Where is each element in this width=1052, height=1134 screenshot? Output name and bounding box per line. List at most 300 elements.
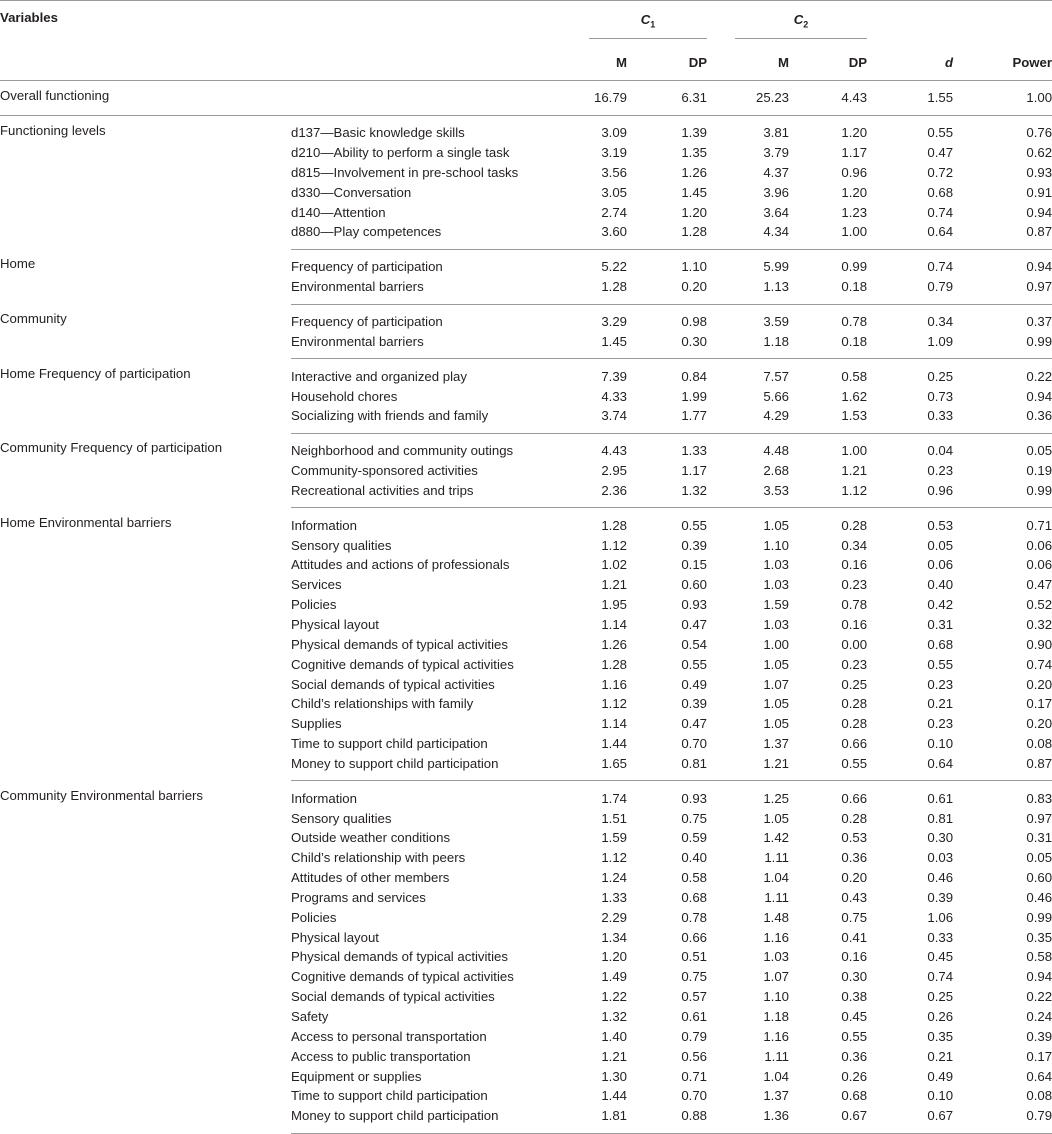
cell-dp1: 0.15: [681, 557, 708, 573]
cell-m1: 2.95: [601, 463, 627, 479]
cell-power: 0.91: [1026, 184, 1052, 200]
cell-dp1: 0.78: [681, 909, 708, 925]
cell-dp1: 0.39: [681, 537, 708, 553]
cell-power: 0.47: [1026, 577, 1052, 593]
cell-m2: 1.11: [764, 889, 790, 905]
cell-m1: 1.65: [581, 753, 627, 780]
row-item-label: Recreational activities and trips: [291, 481, 581, 508]
cell-m1: 1.28: [601, 656, 627, 672]
cell-m1: 1.28: [581, 277, 627, 304]
cell-d: 0.73: [927, 388, 954, 404]
header-c2-sub: 2: [803, 19, 809, 30]
cell-m1: 3.19: [601, 145, 627, 161]
cell-d: 0.33: [867, 406, 953, 433]
cell-dp2: 0.25: [841, 676, 868, 692]
cell-power: 0.83: [1026, 790, 1052, 806]
cell-m2: 1.25: [763, 790, 790, 806]
cell-d: 0.23: [927, 463, 954, 479]
cell-dp2: 0.23: [841, 656, 868, 672]
cell-d: 0.31: [927, 616, 954, 632]
cell-dp1: 0.58: [681, 870, 708, 886]
cell-m1: 1.12: [601, 696, 627, 712]
cell-m1: 1.28: [601, 517, 627, 533]
header-power: Power: [953, 44, 1052, 81]
cell-d: 0.61: [927, 790, 954, 806]
cell-d: 0.53: [927, 517, 954, 533]
row-item-label: d880—Play competences: [291, 222, 581, 249]
header-c1-group: [581, 1, 707, 45]
row-item-label: Time to support child participation: [291, 736, 488, 752]
cell-m1: 1.44: [601, 736, 627, 752]
cell-power: 0.06: [1026, 557, 1052, 573]
cell-power: 0.24: [1026, 1009, 1052, 1025]
row-item-label: d815—Involvement in pre-school tasks: [291, 164, 519, 180]
cell-power: 0.36: [953, 406, 1052, 433]
cell-dp1: 0.55: [681, 656, 708, 672]
cell-d: 0.39: [927, 889, 954, 905]
cell-m2: 1.59: [763, 597, 790, 613]
cell-d: 0.68: [927, 636, 954, 652]
cell-power: 0.99: [953, 481, 1052, 508]
cell-dp2: 0.36: [841, 1048, 868, 1064]
cell-m1: 4.33: [601, 388, 627, 404]
cell-dp1: 1.32: [627, 481, 707, 508]
group-label: Home Frequency of participation: [0, 365, 191, 381]
group-label: Home Environmental barriers: [0, 514, 172, 530]
cell-power: 0.74: [1026, 656, 1052, 672]
cell-m1: 1.34: [601, 929, 627, 945]
cell-dp1: 0.93: [681, 597, 708, 613]
cell-dp2: 0.16: [841, 949, 868, 965]
cell-m1: 1.40: [601, 1028, 627, 1044]
cell-power: 0.05: [1026, 443, 1052, 459]
cell-dp1: 0.56: [681, 1048, 708, 1064]
cell-dp1: 0.81: [627, 753, 707, 780]
cell-m1: 1.44: [601, 1088, 627, 1104]
cell-dp2: 0.30: [841, 969, 868, 985]
cell-d: 0.79: [867, 277, 953, 304]
cell-dp1: 1.26: [681, 164, 708, 180]
cell-m2: 2.68: [763, 463, 790, 479]
cell-m2: 25.23: [707, 81, 789, 116]
cell-m2: 3.64: [763, 204, 790, 220]
cell-power: 0.87: [953, 222, 1052, 249]
cell-power: 0.19: [1026, 463, 1052, 479]
cell-dp2: 0.34: [841, 537, 868, 553]
cell-m1: 1.21: [601, 1048, 627, 1064]
cell-dp2: 1.62: [841, 388, 868, 404]
cell-dp1: 1.77: [627, 406, 707, 433]
cell-m1: 3.29: [601, 314, 627, 330]
row-item-label: Access to public transportation: [291, 1048, 471, 1064]
cell-m1: 1.24: [601, 870, 627, 886]
cell-d: 0.33: [927, 929, 954, 945]
row-item-label: Environmental barriers: [291, 277, 581, 304]
row-item-label: Safety: [291, 1009, 329, 1025]
cell-m1: 1.02: [601, 557, 627, 573]
row-item-label: Attitudes and actions of professionals: [291, 557, 510, 573]
cell-dp1: 0.70: [681, 1088, 708, 1104]
cell-dp1: 1.45: [681, 184, 708, 200]
cell-power: 0.97: [953, 277, 1052, 304]
cell-m1: 5.22: [601, 259, 627, 275]
cell-m2: 1.11: [764, 850, 790, 866]
cell-d: 0.64: [867, 222, 953, 249]
row-item-label: Sensory qualities: [291, 810, 392, 826]
cell-m2: 1.03: [763, 577, 790, 593]
cell-dp1: 0.98: [681, 314, 708, 330]
cell-m2: 1.18: [707, 331, 789, 358]
row-item-label: Time to support child participation: [291, 1088, 488, 1104]
cell-power: 0.97: [1026, 810, 1052, 826]
row-item-label: Interactive and organized play: [291, 368, 467, 384]
cell-d: 0.05: [927, 537, 954, 553]
cell-dp2: 0.78: [841, 314, 868, 330]
cell-m2: 1.37: [763, 1088, 790, 1104]
cell-m1: 1.22: [601, 989, 627, 1005]
header-dp1: DP: [627, 44, 707, 81]
cell-m1: 1.51: [601, 810, 627, 826]
row-item-label: Programs and services: [291, 889, 426, 905]
cell-d: 0.74: [927, 259, 954, 275]
cell-dp2: 0.55: [841, 1028, 868, 1044]
row-item-label: d137—Basic knowledge skills: [291, 125, 465, 141]
row-item-label: Physical layout: [291, 929, 379, 945]
cell-dp2: 0.23: [841, 577, 868, 593]
cell-dp1: 0.75: [681, 969, 708, 985]
cell-dp1: 0.68: [681, 889, 708, 905]
row-item-label: Cognitive demands of typical activities: [291, 656, 514, 672]
cell-m2: 5.99: [763, 259, 790, 275]
table-row: [0, 249, 1052, 276]
cell-dp2: 0.68: [841, 1088, 868, 1104]
row-item-label: Physical demands of typical activities: [291, 949, 508, 965]
row-item-label: Sensory qualities: [291, 537, 392, 553]
row-item-label: Attitudes of other members: [291, 870, 450, 886]
cell-dp1: 1.35: [681, 145, 708, 161]
cell-dp2: 0.96: [841, 164, 868, 180]
cell-m1: 1.33: [601, 889, 627, 905]
cell-m2: 1.10: [763, 537, 790, 553]
cell-m2: 1.07: [763, 676, 790, 692]
cell-m1: 1.12: [601, 537, 627, 553]
cell-dp1: 0.75: [681, 810, 708, 826]
table-row: [0, 81, 1052, 116]
cell-m1: 1.16: [601, 676, 627, 692]
cell-m1: 1.30: [601, 1068, 627, 1084]
cell-d: 0.04: [927, 443, 954, 459]
cell-m2: 3.81: [763, 125, 790, 141]
cell-power: 0.99: [1026, 909, 1052, 925]
header-d: d: [867, 44, 953, 81]
cell-m2: 1.36: [707, 1106, 789, 1133]
row-item-label: Social demands of typical activities: [291, 676, 495, 692]
cell-power: 0.37: [1026, 314, 1052, 330]
cell-d: 0.06: [927, 557, 954, 573]
cell-dp2: 0.38: [841, 989, 868, 1005]
cell-d: 0.46: [927, 870, 954, 886]
cell-d: 0.45: [927, 949, 954, 965]
cell-m2: 3.79: [763, 145, 790, 161]
cell-power: 0.20: [1026, 716, 1052, 732]
cell-dp2: 0.43: [841, 889, 868, 905]
cell-power: 0.52: [1026, 597, 1052, 613]
cell-power: 0.46: [1026, 889, 1052, 905]
group-label: Community Frequency of participation: [0, 440, 223, 456]
cell-power: 0.90: [1026, 636, 1052, 652]
cell-power: 0.17: [1026, 1048, 1052, 1064]
cell-m1: 3.60: [581, 222, 627, 249]
cell-dp2: 0.66: [841, 736, 868, 752]
cell-dp1: 0.49: [681, 676, 708, 692]
cell-dp1: 0.84: [681, 368, 708, 384]
cell-dp2: 0.28: [841, 716, 868, 732]
cell-dp2: 1.21: [841, 463, 868, 479]
cell-dp2: 0.41: [841, 929, 868, 945]
row-item-label: Environmental barriers: [291, 331, 581, 358]
cell-m2: 1.05: [763, 716, 790, 732]
cell-power: 0.64: [1026, 1068, 1052, 1084]
table-body: [0, 81, 1052, 1134]
cell-dp2: 0.26: [841, 1068, 868, 1084]
cell-m1: 16.79: [581, 81, 627, 116]
cell-dp2: 0.28: [841, 517, 868, 533]
cell-power: 0.39: [1026, 1028, 1052, 1044]
cell-dp2: 1.20: [841, 184, 868, 200]
cell-dp1: 0.61: [681, 1009, 708, 1025]
cell-d: 0.30: [927, 830, 954, 846]
row-item-label: Child’s relationship with peers: [291, 850, 466, 866]
row-item-label: [291, 81, 581, 116]
cell-power: 0.17: [1026, 696, 1052, 712]
group-label: Community Environmental barriers: [0, 787, 204, 803]
cell-dp2: 0.20: [841, 870, 868, 886]
cell-dp1: 1.28: [627, 222, 707, 249]
header-c1: C: [640, 12, 651, 28]
header-c2: C: [793, 12, 804, 28]
row-item-label: Frequency of participation: [291, 259, 443, 275]
row-item-label: Community-sponsored activities: [291, 463, 478, 479]
row-item-label: Neighborhood and community outings: [291, 443, 514, 459]
cell-m1: 7.39: [601, 368, 627, 384]
cell-m1: 1.21: [601, 577, 627, 593]
row-item-label: Physical layout: [291, 616, 379, 632]
cell-d: 1.09: [867, 331, 953, 358]
cell-dp1: 0.57: [681, 989, 708, 1005]
cell-m1: 3.05: [601, 184, 627, 200]
cell-m2: 1.05: [763, 696, 790, 712]
cell-d: 0.21: [927, 696, 954, 712]
cell-d: 0.47: [927, 145, 954, 161]
cell-m1: 2.36: [581, 481, 627, 508]
cell-dp2: 0.53: [841, 830, 868, 846]
cell-dp1: 1.99: [681, 388, 708, 404]
cell-m2: 4.48: [763, 443, 790, 459]
cell-dp2: 0.66: [841, 790, 868, 806]
cell-dp2: 1.20: [841, 125, 868, 141]
cell-m1: 4.43: [601, 443, 627, 459]
cell-m1: 1.12: [601, 850, 627, 866]
cell-dp2: 1.00: [789, 222, 867, 249]
cell-m2: 1.18: [763, 1009, 790, 1025]
cell-dp2: 0.16: [841, 616, 868, 632]
cell-dp2: 0.75: [841, 909, 868, 925]
cell-m2: 1.05: [763, 810, 790, 826]
cell-power: 0.62: [1026, 145, 1052, 161]
cell-power: 0.58: [1026, 949, 1052, 965]
header-variables: Variables: [0, 1, 291, 45]
cell-power: 0.79: [953, 1106, 1052, 1133]
cell-d: 0.49: [927, 1068, 954, 1084]
row-item-label: Social demands of typical activities: [291, 989, 495, 1005]
cell-dp2: 4.43: [789, 81, 867, 116]
cell-dp2: 0.45: [841, 1009, 868, 1025]
cell-dp2: 0.58: [841, 368, 868, 384]
cell-m1: 1.95: [601, 597, 627, 613]
cell-d: 0.35: [927, 1028, 954, 1044]
cell-dp1: 0.39: [681, 696, 708, 712]
row-item-label: Physical demands of typical activities: [291, 636, 508, 652]
cell-d: 0.25: [927, 989, 954, 1005]
cell-d: 1.55: [867, 81, 953, 116]
cell-dp2: 0.67: [789, 1106, 867, 1133]
cell-power: 0.05: [1026, 850, 1052, 866]
group-label: Community: [0, 311, 67, 327]
cell-m2: 1.13: [707, 277, 789, 304]
cell-m2: 3.96: [763, 184, 790, 200]
cell-d: 0.74: [927, 969, 954, 985]
cell-d: 0.55: [927, 656, 954, 672]
cell-dp2: 1.00: [841, 443, 868, 459]
cell-dp1: 0.54: [681, 636, 708, 652]
header-c1-sub: 1: [650, 19, 656, 30]
cell-dp2: 0.18: [789, 331, 867, 358]
cell-m2: 1.03: [763, 616, 790, 632]
cell-d: 0.10: [927, 736, 954, 752]
cell-m2: 1.07: [763, 969, 790, 985]
group-label: Home: [0, 256, 36, 272]
cell-dp1: 0.66: [681, 929, 708, 945]
row-item-label: Information: [291, 517, 357, 533]
row-item-label: d330—Conversation: [291, 184, 412, 200]
cell-dp1: 0.59: [681, 830, 708, 846]
cell-dp1: 0.47: [681, 616, 708, 632]
row-item-label: d140—Attention: [291, 204, 386, 220]
row-item-label: Access to personal transportation: [291, 1028, 487, 1044]
cell-m2: 1.16: [763, 929, 790, 945]
cell-d: 0.03: [927, 850, 954, 866]
cell-dp1: 0.93: [681, 790, 708, 806]
cell-m1: 1.14: [601, 616, 627, 632]
cell-m2: 1.10: [763, 989, 790, 1005]
cell-dp2: 0.28: [841, 810, 868, 826]
cell-d: 0.96: [867, 481, 953, 508]
cell-power: 0.94: [1026, 969, 1052, 985]
cell-d: 0.81: [927, 810, 954, 826]
cell-d: 0.55: [927, 125, 954, 141]
cell-d: 0.34: [927, 314, 954, 330]
row-item-label: d210—Ability to perform a single task: [291, 145, 510, 161]
table-header: [0, 1, 1052, 81]
cell-m1: 1.59: [601, 830, 627, 846]
table-row: [0, 359, 1052, 386]
header-dp2: DP: [789, 44, 867, 81]
cell-power: 0.32: [1026, 616, 1052, 632]
cell-m1: 1.14: [601, 716, 627, 732]
cell-m2: 3.59: [763, 314, 790, 330]
cell-d: 0.74: [927, 204, 954, 220]
cell-m1: 1.74: [601, 790, 627, 806]
cell-power: 0.31: [1026, 830, 1052, 846]
cell-dp1: 0.47: [681, 716, 708, 732]
cell-dp1: 0.55: [681, 517, 708, 533]
cell-dp2: 1.23: [841, 204, 868, 220]
cell-m2: 1.42: [763, 830, 790, 846]
cell-d: 0.64: [867, 753, 953, 780]
cell-m2: 1.16: [763, 1028, 790, 1044]
cell-m1: 2.29: [601, 909, 627, 925]
cell-dp2: 1.53: [789, 406, 867, 433]
row-item-label: Money to support child participation: [291, 1106, 581, 1133]
cell-dp1: 0.79: [681, 1028, 708, 1044]
cell-d: 0.10: [927, 1088, 954, 1104]
cell-m2: 1.03: [763, 949, 790, 965]
cell-m1: 2.74: [601, 204, 627, 220]
table-row: [0, 781, 1052, 808]
cell-d: 0.72: [927, 164, 954, 180]
header-m2: M: [707, 44, 789, 81]
cell-dp2: 0.78: [841, 597, 868, 613]
cell-m2: 1.11: [764, 1048, 790, 1064]
cell-power: 0.20: [1026, 676, 1052, 692]
cell-dp2: 0.16: [841, 557, 868, 573]
cell-dp1: 1.20: [681, 204, 708, 220]
cell-m2: 1.04: [763, 870, 790, 886]
cell-d: 0.40: [927, 577, 954, 593]
cell-d: 0.67: [867, 1106, 953, 1133]
cell-m1: 1.49: [601, 969, 627, 985]
cell-m2: 1.05: [763, 517, 790, 533]
cell-dp1: 0.71: [681, 1068, 708, 1084]
cell-power: 0.71: [1026, 517, 1052, 533]
cell-m2: 4.29: [707, 406, 789, 433]
cell-power: 0.99: [953, 331, 1052, 358]
cell-power: 0.08: [1026, 1088, 1052, 1104]
cell-m1: 1.32: [601, 1009, 627, 1025]
cell-m1: 1.81: [581, 1106, 627, 1133]
table-row: [0, 433, 1052, 460]
cell-power: 0.76: [1026, 125, 1052, 141]
row-item-label: Money to support child participation: [291, 753, 581, 780]
cell-d: 0.42: [927, 597, 954, 613]
cell-d: 0.26: [927, 1009, 954, 1025]
row-item-label: Household chores: [291, 388, 398, 404]
row-item-label: Outside weather conditions: [291, 830, 451, 846]
row-item-label: Information: [291, 790, 357, 806]
cell-dp1: 0.60: [681, 577, 708, 593]
cell-power: 1.00: [953, 81, 1052, 116]
row-item-label: Services: [291, 577, 342, 593]
cell-d: 1.06: [927, 909, 954, 925]
cell-d: 0.23: [927, 716, 954, 732]
cell-m2: 1.03: [763, 557, 790, 573]
row-item-label: Socializing with friends and family: [291, 406, 581, 433]
group-label: Functioning levels: [0, 122, 106, 138]
cell-dp1: 1.33: [681, 443, 708, 459]
table-row: [0, 304, 1052, 331]
cell-m2: 5.66: [763, 388, 790, 404]
header-c2-group: [707, 1, 867, 45]
